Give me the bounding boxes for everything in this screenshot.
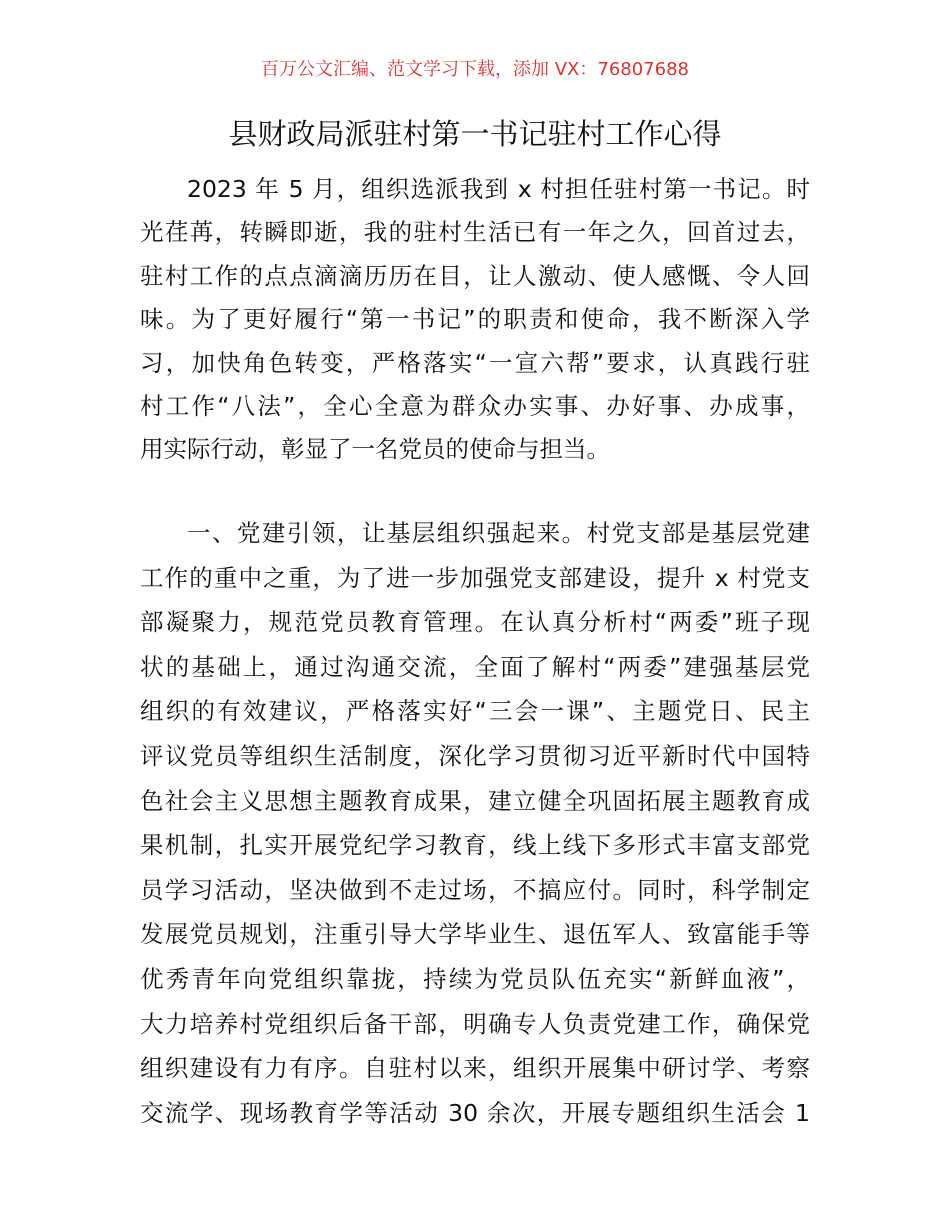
text-line: 发展党员规划，注重引导大学毕业生、退伍军人、致富能手等 <box>140 920 810 949</box>
text-line: 状的基础上，通过沟通交流，全面了解村“两委”建强基层党 <box>140 652 810 681</box>
text-line: 用实际行动，彰显了一名党员的使命与担当。 <box>140 435 610 464</box>
text-line: 光荏苒，转瞬即逝，我的驻村生活已有一年之久，回首过去， <box>140 218 810 247</box>
text-line: 交流学、现场教育学等活动 30 余次，开展专题组织生活会 1 <box>140 1098 810 1127</box>
paragraph-party-building <box>140 511 810 1135</box>
text-line: 驻村工作的点点滴滴历历在目，让人激动、使人感慨、令人回 <box>140 261 810 290</box>
text-line: 味。为了更好履行“第一书记”的职责和使命，我不断深入学 <box>140 305 810 334</box>
text-line: 组织建设有力有序。自驻村以来，组织开展集中研讨学、考察 <box>140 1054 810 1083</box>
text-line: 部凝聚力，规范党员教育管理。在认真分析村“两委”班子现 <box>140 608 810 637</box>
text-line: 评议党员等组织生活制度，深化学习贯彻习近平新时代中国特 <box>140 741 810 770</box>
watermark-header: 百万公文汇编、范文学习下载，添加 VX：76807688 <box>261 59 689 80</box>
text-line: 村工作“八法”，全心全意为群众办实事、办好事、办成事， <box>140 391 810 420</box>
text-line: 一、党建引领，让基层组织强起来。村党支部是基层党建 <box>187 519 810 547</box>
paragraph-intro <box>140 168 810 472</box>
document-title: 县财政局派驻村第一书记驻村工作心得 <box>228 117 722 151</box>
text-line: 大力培养村党组织后备干部，明确专人负责党建工作，确保党 <box>140 1009 810 1038</box>
text-line: 2023 年 5 月，组织选派我到 x 村担任驻村第一书记。时 <box>187 175 810 203</box>
text-line: 组织的有效建议，严格落实好“三会一课”、主题党日、民主 <box>140 697 810 726</box>
text-line: 员学习活动，坚决做到不走过场，不搞应付。同时，科学制定 <box>140 875 810 904</box>
text-line: 色社会主义思想主题教育成果，建立健全巩固拓展主题教育成 <box>140 786 810 815</box>
text-line: 优秀青年向党组织靠拢，持续为党员队伍充实“新鲜血液”， <box>140 964 810 993</box>
text-line: 工作的重中之重，为了进一步加强党支部建设，提升 x 村党支 <box>140 563 810 592</box>
text-line: 习，加快角色转变，严格落实“一宣六帮”要求，认真践行驻 <box>140 348 810 377</box>
text-line: 果机制，扎实开展党纪学习教育，线上线下多形式丰富支部党 <box>140 831 810 860</box>
